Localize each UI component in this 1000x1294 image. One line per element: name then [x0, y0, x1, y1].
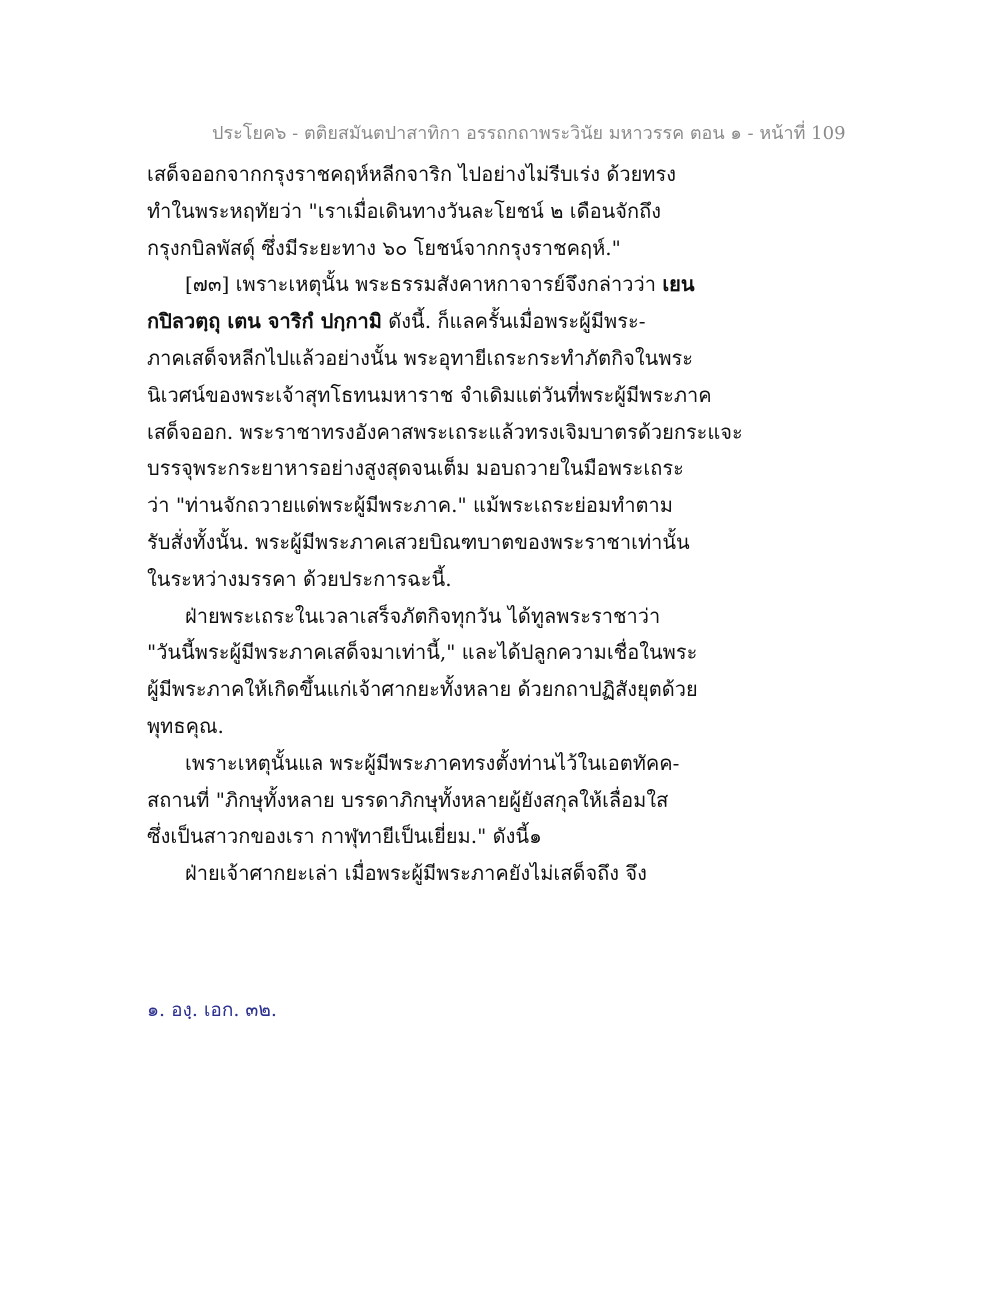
text-line: กรุงกบิลพัสดุ์ ซึ่งมีระยะทาง ๖๐ โยชน์จากกรุงราชคฤห์." — [147, 235, 621, 260]
text-line: ซึ่งเป็นสาวกของเรา กาฬุทายีเป็นเยี่ยม." ดังนี้๑ — [147, 824, 542, 849]
text-line: "วันนี้พระผู้มีพระภาคเสด็จมาเท่านี้," และได้ปลูกความเชื่อในพระ — [147, 640, 698, 665]
text-line: ฝ่ายเจ้าศากยะเล่า เมื่อพระผู้มีพระภาคยังไม่เสด็จถึง จึง — [185, 861, 647, 886]
text-line: รับสั่งทั้งนั้น. พระผู้มีพระภาคเสวยบิณฑบาตของพระราชาเท่านั้น — [147, 529, 690, 554]
pali-quote: เยน — [662, 272, 695, 297]
text-line: ทำในพระหฤทัยว่า "เราเมื่อเดินทางวันละโยชน์ ๒ เดือนจักถึง — [147, 198, 661, 223]
paragraph-73-start — [147, 266, 707, 303]
text-line: เสด็จออกจากกรุงราชคฤห์หลีกจาริก ไปอย่างไม่รีบเร่ง ด้วยทรง — [147, 162, 676, 186]
text-segment: ดังนี้. ก็แลครั้นเมื่อพระผู้มีพระ- — [381, 309, 646, 334]
text-line: ว่า "ท่านจักถวายแด่พระผู้มีพระภาค." แม้พระเถระย่อมทำตาม — [147, 493, 673, 518]
text-line: ภาคเสด็จหลีกไปแล้วอย่างนั้น พระอุทายีเถระกระทำภัตกิจในพระ — [147, 345, 694, 370]
text-line: นิเวศน์ของพระเจ้าสุทโธทนมหาราช จำเดิมแต่วันที่พระผู้มีพระภาค — [147, 382, 712, 407]
text-line: เพราะเหตุนั้นแล พระผู้มีพระภาคทรงตั้งท่านไว้ในเอตทัคค- — [185, 750, 680, 775]
text-line: เสด็จออก. พระราชาทรงอังคาสพระเถระแล้วทรงเจิมบาตรด้วยกระแจะ — [147, 419, 743, 444]
text-line: สถานที่ "ภิกษุทั้งหลาย บรรดาภิกษุทั้งหลายผู้ยังสกุลให้เลื่อมใส — [147, 787, 669, 812]
body-text — [147, 156, 743, 892]
pali-quote: กปิลวตฺถุ เตน จาริกํ ปกฺกามิ — [147, 309, 382, 334]
text-line: ในระหว่างมรรคา ด้วยประการฉะนี้. — [147, 566, 452, 591]
text-line: ฝ่ายพระเถระในเวลาเสร็จภัตกิจทุกวัน ได้ทูลพระราชาว่า — [185, 603, 661, 628]
footnote: ๑. องฺ. เอก. ๓๒. — [147, 999, 277, 1021]
text-line — [147, 303, 707, 340]
text-line: บรรจุพระกระยาหารอย่างสูงสุดจนเต็ม มอบถวายในมือพระเถระ — [147, 456, 684, 481]
page-header: ประโยค๖ - ตติยสมันตปาสาทิกา อรรถกถาพระวินัย มหาวรรค ตอน ๑ - หน้าที่ 109 — [212, 123, 846, 144]
text-segment: [๗๓] เพราะเหตุนั้น พระธรรมสังคาหกาจารย์จึงกล่าวว่า — [185, 272, 663, 297]
text-line: พุทธคุณ. — [147, 713, 224, 738]
text-line: ผู้มีพระภาคให้เกิดขึ้นแก่เจ้าศากยะทั้งหลาย ด้วยกถาปฏิสังยุตด้วย — [147, 677, 698, 702]
